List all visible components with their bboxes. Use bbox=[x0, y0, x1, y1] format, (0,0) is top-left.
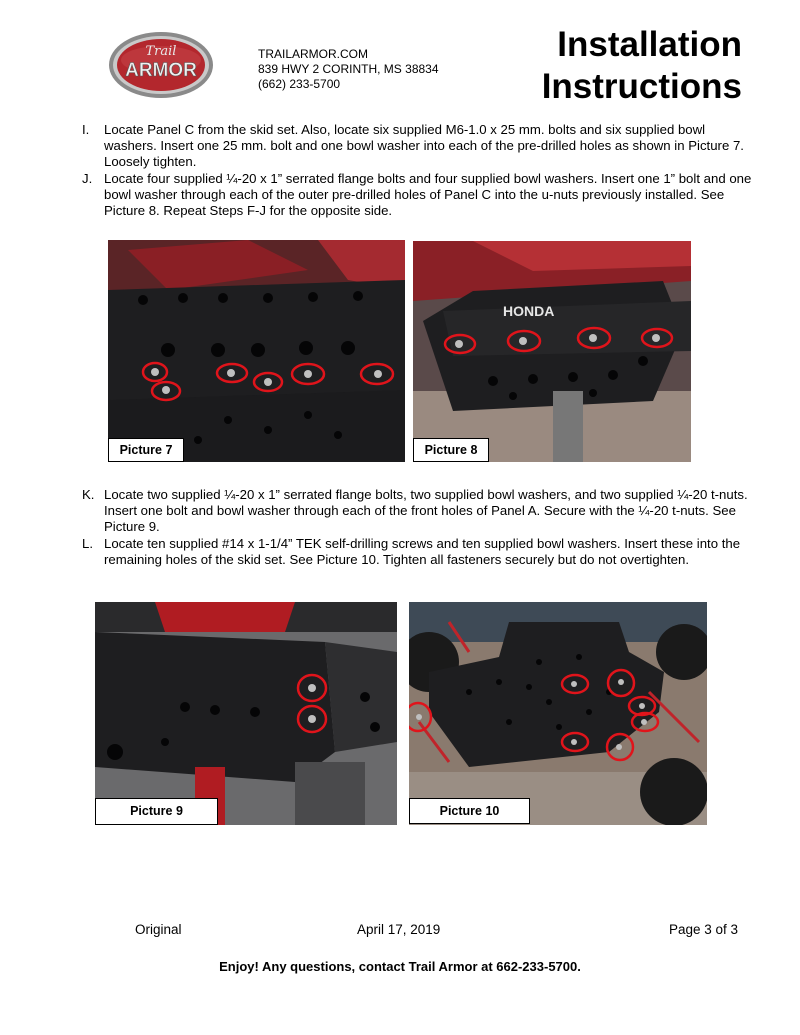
step-text: Locate four supplied ¼-20 x 1” serrated flange bolts and four supplied bowl washers. Insert one 1” bolt and one bowl washer through each of the outer pre-drilled holes of Panel C into the u-nuts previously installed. See Picture 8. Repeat Steps F-J for the opposite side. bbox=[104, 170, 752, 219]
picture-10-caption: Picture 10 bbox=[409, 798, 530, 824]
title-line-1: Installation bbox=[557, 25, 742, 64]
company-phone: (662) 233-5700 bbox=[258, 77, 341, 91]
page-title bbox=[542, 24, 742, 108]
company-info bbox=[258, 47, 439, 92]
trail-armor-logo bbox=[108, 30, 214, 100]
svg-text:ARMOR: ARMOR bbox=[125, 60, 197, 81]
picture-8-photo bbox=[413, 241, 691, 462]
title-line-2: Instructions bbox=[541, 67, 742, 106]
footer-date: April 17, 2019 bbox=[357, 922, 441, 937]
footer-contact: Enjoy! Any questions, contact Trail Armor at 662-233-5700. bbox=[219, 959, 581, 974]
step-text: Locate ten supplied #14 x 1-1/4” TEK self-drilling screws and ten supplied bowl washers. Insert these into the remaining holes of the skid set. See Picture 10. Tighten all fasteners securely but do not overtighten. bbox=[104, 535, 741, 567]
step-marker: I. bbox=[82, 122, 90, 137]
step-item bbox=[78, 487, 758, 536]
step-item bbox=[78, 171, 758, 220]
steps-list-bottom bbox=[78, 487, 758, 568]
step-marker: J. bbox=[82, 170, 93, 186]
step-marker: L. bbox=[82, 535, 93, 551]
picture-8-caption: Picture 8 bbox=[413, 438, 489, 462]
step-marker: K. bbox=[82, 487, 95, 502]
step-item bbox=[78, 536, 758, 568]
picture-10-photo bbox=[409, 602, 707, 825]
step-text: Locate Panel C from the skid set. Also, locate six supplied M6-1.0 x 25 mm. bolts and six supplied bowl washers. Insert one 25 mm. bolt and one bowl washer into each of the pre-drilled holes as shown in Picture 7. Loosely tighten. bbox=[104, 122, 744, 170]
step-item bbox=[78, 122, 758, 171]
picture-9-photo bbox=[95, 602, 397, 825]
picture-7-photo bbox=[108, 240, 405, 462]
picture-9-caption: Picture 9 bbox=[95, 798, 218, 825]
step-text: Locate two supplied ¼-20 x 1” serrated flange bolts, two supplied bowl washers, and two supplied ¼-20 t-nuts. Insert one bolt and bowl washer through each of the front holes of Panel A. Secure with the ¼-20 t-nuts. See Picture 9. bbox=[104, 487, 748, 535]
footer-left: Original bbox=[135, 922, 182, 937]
footer-page: Page 3 of 3 bbox=[668, 922, 738, 937]
svg-text:Trail: Trail bbox=[145, 44, 177, 59]
honda-logo-text: HONDA bbox=[503, 303, 555, 319]
company-website: TRAILARMOR.COM bbox=[258, 47, 369, 61]
company-address: 839 HWY 2 CORINTH, MS 38834 bbox=[258, 62, 439, 76]
picture-7-caption: Picture 7 bbox=[108, 438, 184, 462]
steps-list-top bbox=[78, 122, 758, 219]
